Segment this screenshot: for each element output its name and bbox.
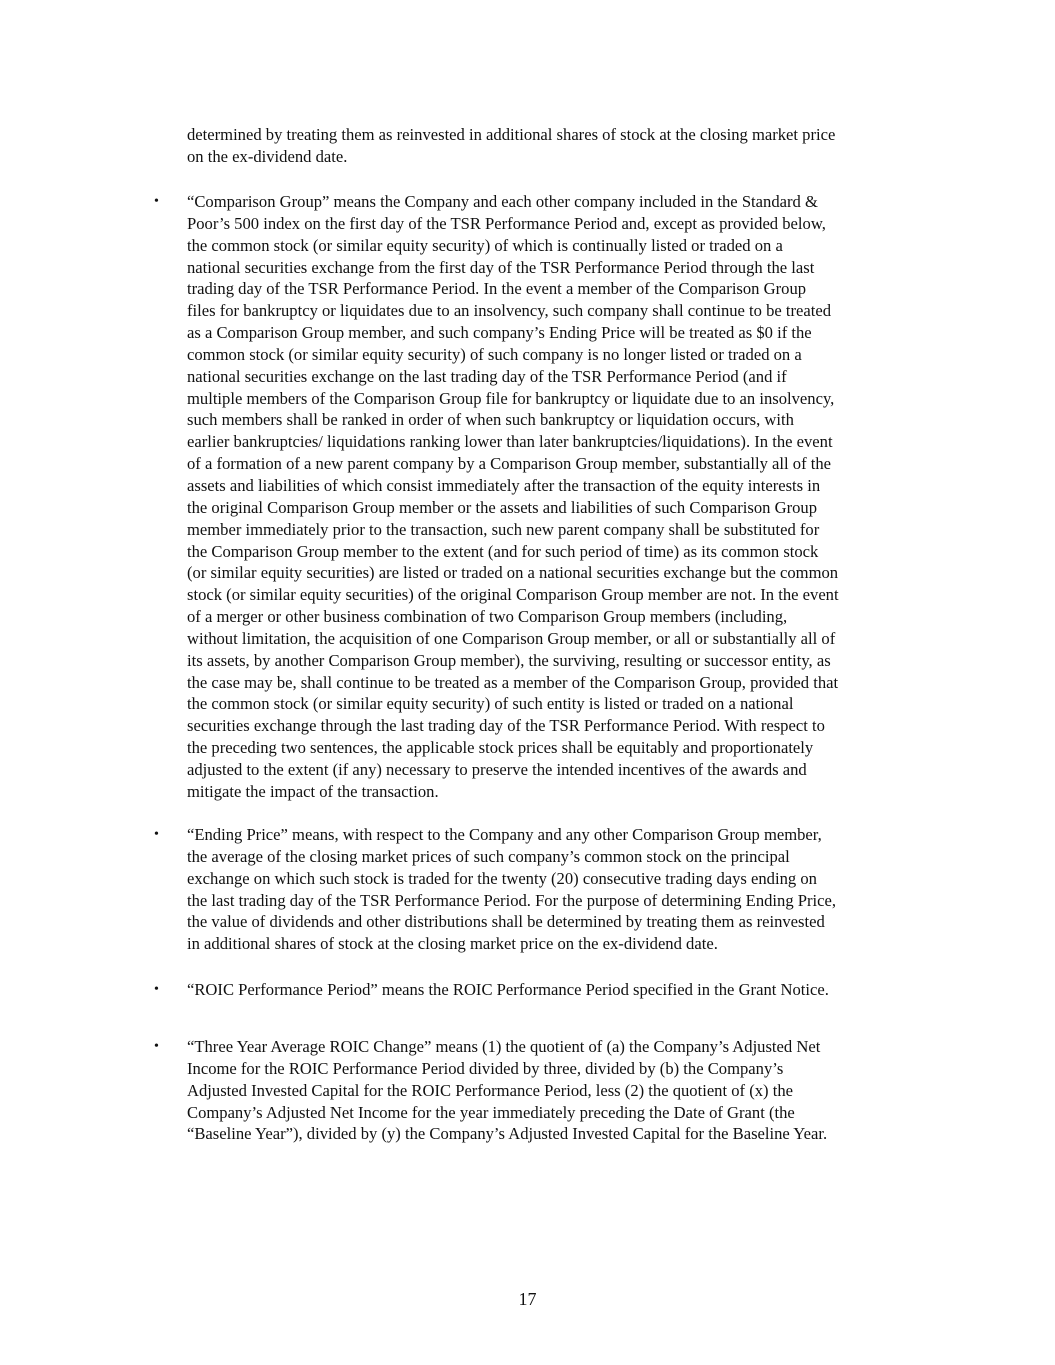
text-line: trading day of the TSR Performance Period. In the event a member of the Comparison Group <box>187 279 807 299</box>
bullet-icon: • <box>154 1039 159 1054</box>
text-line: of a formation of a new parent company by a Comparison Group member, substantially all of the <box>187 454 832 474</box>
text-line: mitigate the impact of the transaction. <box>187 781 439 801</box>
text-line: without limitation, the acquisition of one Comparison Group member, or all or substantially all of <box>187 628 836 648</box>
text-line: common stock (or similar equity security) of such company is no longer listed or traded on a <box>187 344 802 364</box>
text-line: earlier bankruptcies/ liquidations ranking lower than later bankruptcies/liquidations). In the event <box>187 432 833 452</box>
text-line: the last trading day of the TSR Performance Period. For the purpose of determining Ending Price, <box>187 890 837 910</box>
text-line: Adjusted Invested Capital for the ROIC Performance Period, less (2) the quotient of (x) the <box>187 1080 793 1100</box>
text-line: “Three Year Average ROIC Change” means (1) the quotient of (a) the Company’s Adjusted Net <box>187 1037 821 1056</box>
text-line: assets and liabilities of which consist immediately after the transaction of the equity interests in <box>187 475 821 495</box>
text-line: determined by treating them as reinvested in additional shares of stock at the closing market price <box>187 125 836 144</box>
three-year-average-roic-change-definition <box>187 1036 942 1145</box>
text-line: national securities exchange on the last trading day of the TSR Performance Period (and if <box>187 366 787 386</box>
text-line: “ROIC Performance Period” means the ROIC Performance Period specified in the Grant Notice. <box>187 980 829 999</box>
text-line: Poor’s 500 index on the first day of the TSR Performance Period and, except as provided below, <box>187 213 826 233</box>
text-line: in additional shares of stock at the closing market price on the ex-dividend date. <box>187 934 718 954</box>
text-line: “Ending Price” means, with respect to the Company and any other Comparison Group member, <box>187 825 822 844</box>
text-line: files for bankruptcy or liquidates due to an insolvency, such company shall continue to be treated <box>187 301 832 321</box>
text-line: Income for the ROIC Performance Period divided by three, divided by (b) the Company’s <box>187 1058 784 1078</box>
comparison-group-definition <box>187 191 942 803</box>
roic-performance-period-definition <box>187 979 942 1001</box>
text-line: (or similar equity securities) are listed or traded on a national securities exchange but the common <box>187 563 839 583</box>
text-line: on the ex-dividend date. <box>187 146 348 166</box>
text-line: multiple members of the Comparison Group file for bankruptcy or liquidate due to an insolvency, <box>187 388 835 408</box>
text-line: the common stock (or similar equity security) of which is continually listed or traded on a <box>187 235 783 255</box>
text-line: member immediately prior to the transaction, such new parent company shall be substituted for <box>187 519 820 539</box>
text-line: securities exchange through the last trading day of the TSR Performance Period. With respect to <box>187 716 825 736</box>
text-line: adjusted to the extent (if any) necessary to preserve the intended incentives of the awards and <box>187 759 807 779</box>
text-line: the common stock (or similar equity security) of such entity is listed or traded on a national <box>187 694 794 714</box>
text-line: stock (or similar equity securities) of the original Comparison Group member are not. In the event <box>187 585 839 605</box>
intro-paragraph <box>187 124 942 168</box>
bullet-icon: • <box>154 827 159 842</box>
text-line: the value of dividends and other distributions shall be determined by treating them as reinvested <box>187 912 825 932</box>
text-line: national securities exchange from the first day of the TSR Performance Period through the last <box>187 257 815 277</box>
bullet-icon: • <box>154 194 159 209</box>
text-line: the average of the closing market prices of such company’s common stock on the principal <box>187 846 790 866</box>
text-line: “Comparison Group” means the Company and each other company included in the Standard & <box>187 192 818 211</box>
text-line: Company’s Adjusted Net Income for the year immediately preceding the Date of Grant (the <box>187 1102 795 1122</box>
text-line: “Baseline Year”), divided by (y) the Company’s Adjusted Invested Capital for the Baseline Year. <box>187 1124 828 1144</box>
text-line: its assets, by another Comparison Group member), the surviving, resulting or successor entity, as <box>187 650 831 670</box>
text-line: as a Comparison Group member, and such company’s Ending Price will be treated as $0 if the <box>187 323 812 343</box>
text-line: of a merger or other business combination of two Comparison Group members (including, <box>187 607 788 627</box>
text-line: the Comparison Group member to the extent (and for such period of time) as its common stock <box>187 541 819 561</box>
page-number: 17 <box>518 1289 537 1309</box>
text-line: the case may be, shall continue to be treated as a member of the Comparison Group, provided that <box>187 672 839 692</box>
text-line: exchange on which such stock is traded for the twenty (20) consecutive trading days ending on <box>187 868 817 888</box>
text-line: such members shall be ranked in order of when such bankruptcy or liquidation occurs, with <box>187 410 794 430</box>
text-line: the preceding two sentences, the applicable stock prices shall be equitably and proportionately <box>187 738 814 758</box>
bullet-icon: • <box>154 982 159 997</box>
text-line: the original Comparison Group member or the assets and liabilities of such Comparison Group <box>187 497 817 517</box>
ending-price-definition <box>187 824 942 955</box>
